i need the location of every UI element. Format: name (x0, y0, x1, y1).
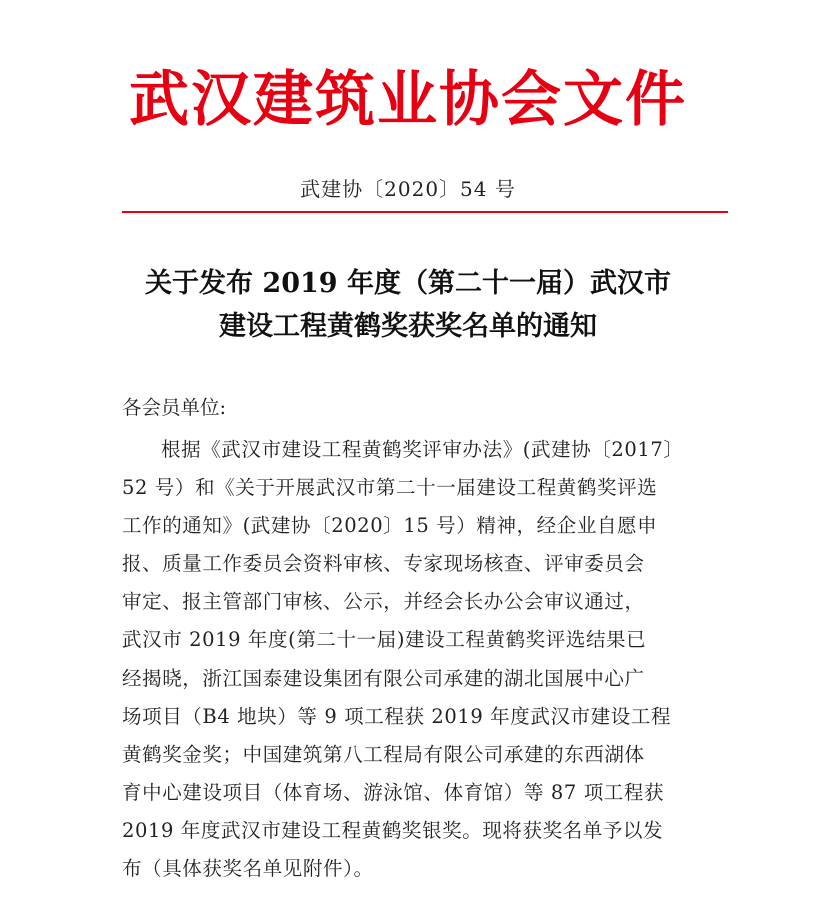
document-masthead: 武汉建筑业协会文件 (129, 65, 687, 135)
body-line: 黄鹤奖金奖；中国建筑第八工程局有限公司承建的东西湖体 (122, 742, 645, 766)
body-line: 报、质量工作委员会资料审核、专家现场核查、评审委员会 (122, 552, 645, 576)
body-line: 2019 年度武汉市建设工程黄鹤奖银奖。现将获奖名单予以发 (122, 818, 664, 842)
body-line: 育中心建设项目（体育场、游泳馆、体育馆）等 87 项工程获 (122, 780, 665, 804)
salutation: 各会员单位: (122, 396, 227, 419)
body-line: 工作的通知》(武建协〔2020〕15 号）精神，经企业自愿申 (122, 514, 658, 538)
notice-title (0, 262, 816, 348)
body-line: 武汉市 2019 年度(第二十一届)建设工程黄鹤奖评选结果已 (122, 628, 647, 652)
notice-title-line-1: 关于发布 2019 年度（第二十一届）武汉市 (145, 268, 671, 299)
body-line: 根据《武汉市建设工程黄鹤奖评审办法》(武建协〔2017〕 (161, 438, 684, 461)
body-line: 审定、报主管部门审核、公示，并经会长办公会审议通过， (122, 590, 645, 614)
body-paragraph (122, 431, 694, 888)
body-line: 场项目（B4 地块）等 9 项工程获 2019 年度武汉市建设工程 (122, 704, 672, 728)
red-divider-line (122, 211, 728, 213)
body-line: 经揭晓，浙江国泰建设集团有限公司承建的湖北国展中心广 (122, 666, 645, 690)
body-line: 布（具体获奖名单见附件）。 (122, 857, 374, 881)
body-line: 52 号）和《关于开展武汉市第二十一届建设工程黄鹤奖评选 (122, 476, 658, 500)
document-number: 武建协〔2020〕54 号 (300, 177, 516, 201)
notice-title-line-2: 建设工程黄鹤奖获奖名单的通知 (219, 311, 597, 342)
